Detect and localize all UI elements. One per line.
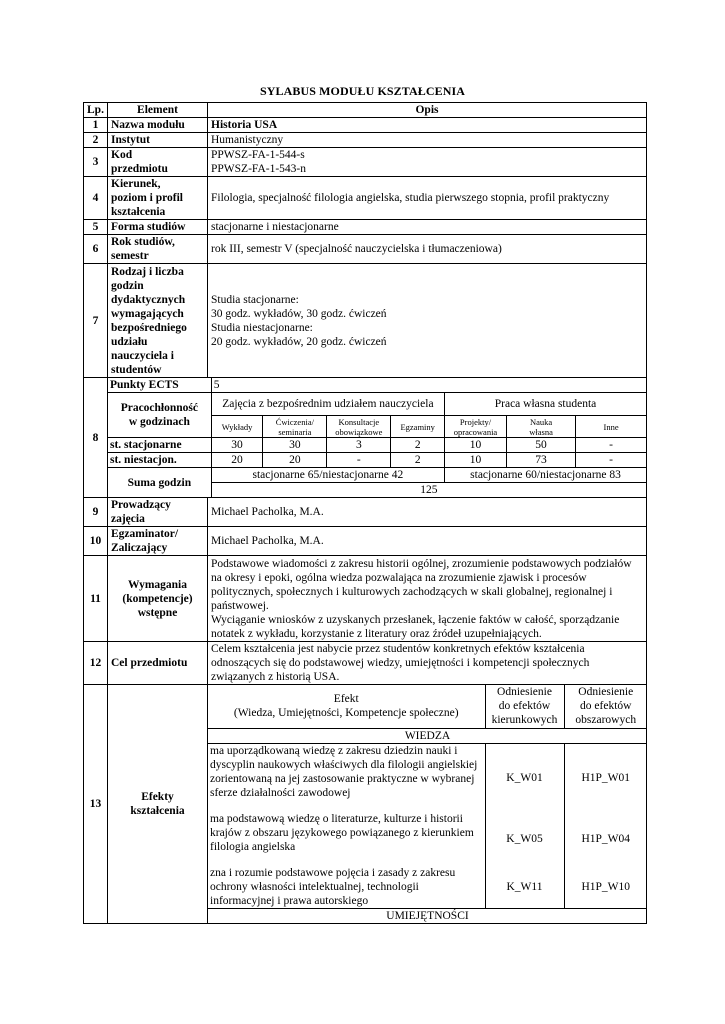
row-1: [84, 118, 647, 133]
full-time-row: [108, 438, 646, 453]
page-title: SYLABUS MODUŁU KSZTAŁCENIA: [259, 84, 466, 98]
outcome-area-ref: H1P_W01: [564, 743, 647, 812]
syllabus-table: [83, 102, 647, 924]
row-2: [84, 133, 647, 148]
lp-cell: 3: [84, 148, 108, 177]
outcomes-header-row: [208, 685, 647, 728]
row-9: [84, 498, 647, 527]
ects-table: [108, 378, 646, 497]
row-13: [84, 685, 647, 924]
hours-cell: 30: [211, 438, 263, 453]
outcome-row: [208, 812, 647, 866]
header-lp: Lp.: [84, 103, 108, 118]
part-time-label: st. niestacjon.: [108, 453, 211, 468]
row-7: [84, 264, 647, 378]
workload-group-row: [108, 393, 646, 416]
column-header: Egzaminy: [391, 416, 445, 438]
row-10: [84, 527, 647, 556]
sum-total: 125: [211, 483, 646, 498]
prerequisites-value: Podstawowe wiadomości z zakresu historii ogólnej, zrozumienie podstawowych podziałów na okresy i epoki, ogólna wiedza pozwalająca na zrozumienie zjawisk i procesów politycznych, społecznych i kulturowych zachodzących w skali globalnej, regionalnej i państwowej. Wyciąganie wniosków z uzyskanych przesłanek, łączenie faktów w całość, sporządzanie notatek z wykładu, korzystanie z literatury oraz źródeł uzupełniających.: [208, 556, 647, 642]
outcome-text: ma uporządkowaną wiedzę z zakresu dziedzin nauki i dyscyplin naukowych właściwych dla filologii angielskiej zorientowaną na jej zastosowanie praktyczne w wybranej sferze działalności zawodowej: [208, 743, 485, 812]
lp-cell: 11: [84, 556, 108, 642]
outcome-direction-ref: K_W05: [485, 812, 564, 866]
module-name-value: Historia USA: [208, 118, 647, 133]
workload-label: Pracochłonność w godzinach: [108, 393, 211, 438]
lp-cell: 5: [84, 220, 108, 235]
column-header: Inne: [576, 416, 646, 438]
sum-label: Suma godzin: [108, 468, 211, 498]
element-cell: Nazwa modułu: [108, 118, 208, 133]
element-cell: Efekty kształcenia: [108, 685, 208, 924]
learning-outcomes-table: [208, 685, 647, 923]
lp-cell: 10: [84, 527, 108, 556]
element-cell: Kod przedmiotu: [108, 148, 208, 177]
hours-cell: 2: [391, 438, 445, 453]
lp-cell: 8: [84, 378, 108, 498]
outcome-text: ma podstawową wiedzę o literaturze, kulturze i historii krajów z obszaru językowego powiązanego z kierunkiem filologia angielska: [208, 812, 485, 866]
hours-cell: 50: [506, 438, 575, 453]
outcome-area-ref: H1P_W04: [564, 812, 647, 866]
element-cell: Forma studiów: [108, 220, 208, 235]
column-header: Nauka własna: [506, 416, 575, 438]
sum-self: stacjonarne 60/niestacjonarne 83: [445, 468, 646, 483]
column-header: Projekty/ opracowania: [445, 416, 507, 438]
header-element: Element: [108, 103, 208, 118]
hours-cell: 20: [263, 453, 327, 468]
effect-header: Efekt (Wiedza, Umiejętności, Kompetencje społeczne): [208, 685, 485, 728]
row-11: [84, 556, 647, 642]
hours-cell: -: [576, 453, 646, 468]
element-cell: Egzaminator/ Zaliczający: [108, 527, 208, 556]
ects-points-label: Punkty ECTS: [108, 378, 211, 393]
column-header: Konsultacje obowiązkowe: [327, 416, 391, 438]
institute-value: Humanistyczny: [208, 133, 647, 148]
contact-hours-header: Zajęcia z bezpośrednim udziałem nauczyciela: [211, 393, 444, 416]
element-cell: Cel przedmiotu: [108, 642, 208, 685]
outcome-row: [208, 866, 647, 909]
row-4: [84, 177, 647, 220]
hours-cell: -: [576, 438, 646, 453]
row-8: [84, 378, 647, 498]
hours-cell: 2: [391, 453, 445, 468]
skills-section-row: [208, 908, 647, 923]
element-cell: Rodzaj i liczba godzin dydaktycznych wymagających bezpośredniego udziału nauczyciela i studentów: [108, 264, 208, 378]
sum-row: [108, 468, 646, 483]
direction-ref-header: Odniesienie do efektów kierunkowych: [485, 685, 564, 728]
ects-points-value: 5: [211, 378, 646, 393]
lp-cell: 7: [84, 264, 108, 378]
lp-cell: 1: [84, 118, 108, 133]
course-code-value: PPWSZ-FA-1-544-s PPWSZ-FA-1-543-n: [208, 148, 647, 177]
column-header: Wykłady: [211, 416, 263, 438]
skills-section-label: UMIEJĘTNOŚCI: [208, 908, 647, 923]
element-cell: Wymagania (kompetencje) wstępne: [108, 556, 208, 642]
lp-cell: 12: [84, 642, 108, 685]
ects-block: [108, 378, 647, 498]
lp-cell: 6: [84, 235, 108, 264]
hours-cell: 30: [263, 438, 327, 453]
lp-cell: 9: [84, 498, 108, 527]
outcome-direction-ref: K_W11: [485, 866, 564, 909]
hours-cell: 73: [506, 453, 575, 468]
hours-cell: 20: [211, 453, 263, 468]
row-6: [84, 235, 647, 264]
knowledge-section-label: WIEDZA: [208, 728, 647, 743]
teaching-hours-value: Studia stacjonarne: 30 godz. wykładów, 30 godz. ćwiczeń Studia niestacjonarne: 20 godz. wykładów, 20 godz. ćwiczeń: [208, 264, 647, 378]
outcome-area-ref: H1P_W10: [564, 866, 647, 909]
lp-cell: 2: [84, 133, 108, 148]
area-ref-header: Odniesienie do efektów obszarowych: [564, 685, 647, 728]
knowledge-section-row: [208, 728, 647, 743]
part-time-row: [108, 453, 646, 468]
element-cell: Kierunek, poziom i profil kształcenia: [108, 177, 208, 220]
column-header: Ćwiczenia/ seminaria: [263, 416, 327, 438]
study-form-value: stacjonarne i niestacjonarne: [208, 220, 647, 235]
element-cell: Prowadzący zajęcia: [108, 498, 208, 527]
element-cell: Rok studiów, semestr: [108, 235, 208, 264]
self-study-header: Praca własna studenta: [445, 393, 646, 416]
year-semester-value: rok III, semestr V (specjalność nauczycielska i tłumaczeniowa): [208, 235, 647, 264]
hours-cell: 10: [445, 438, 507, 453]
header-row: [84, 103, 647, 118]
examiner-value: Michael Pacholka, M.A.: [208, 527, 647, 556]
full-time-label: st. stacjonarne: [108, 438, 211, 453]
row-3: [84, 148, 647, 177]
lecturer-value: Michael Pacholka, M.A.: [208, 498, 647, 527]
hours-cell: 3: [327, 438, 391, 453]
outcome-row: [208, 743, 647, 812]
lp-cell: 4: [84, 177, 108, 220]
ects-points-row: [108, 378, 646, 393]
outcome-direction-ref: K_W01: [485, 743, 564, 812]
hours-cell: -: [327, 453, 391, 468]
element-cell: Instytut: [108, 133, 208, 148]
field-of-study-value: Filologia, specjalność filologia angielska, studia pierwszego stopnia, profil praktyczny: [208, 177, 647, 220]
course-aim-value: Celem kształcenia jest nabycie przez studentów konkretnych efektów kształcenia odnoszących się do podstawowej wiedzy, umiejętności i kompetencji społecznych związanych z historią USA.: [208, 642, 647, 685]
learning-outcomes-block: [208, 685, 647, 924]
row-5: [84, 220, 647, 235]
row-12: [84, 642, 647, 685]
hours-cell: 10: [445, 453, 507, 468]
outcome-text: zna i rozumie podstawowe pojęcia i zasady z zakresu ochrony własności intelektualnej, technologii informacyjnej i prawa autorskiego: [208, 866, 485, 909]
lp-cell: 13: [84, 685, 108, 924]
header-opis: Opis: [208, 103, 647, 118]
sum-contact: stacjonarne 65/niestacjonarne 42: [211, 468, 444, 483]
